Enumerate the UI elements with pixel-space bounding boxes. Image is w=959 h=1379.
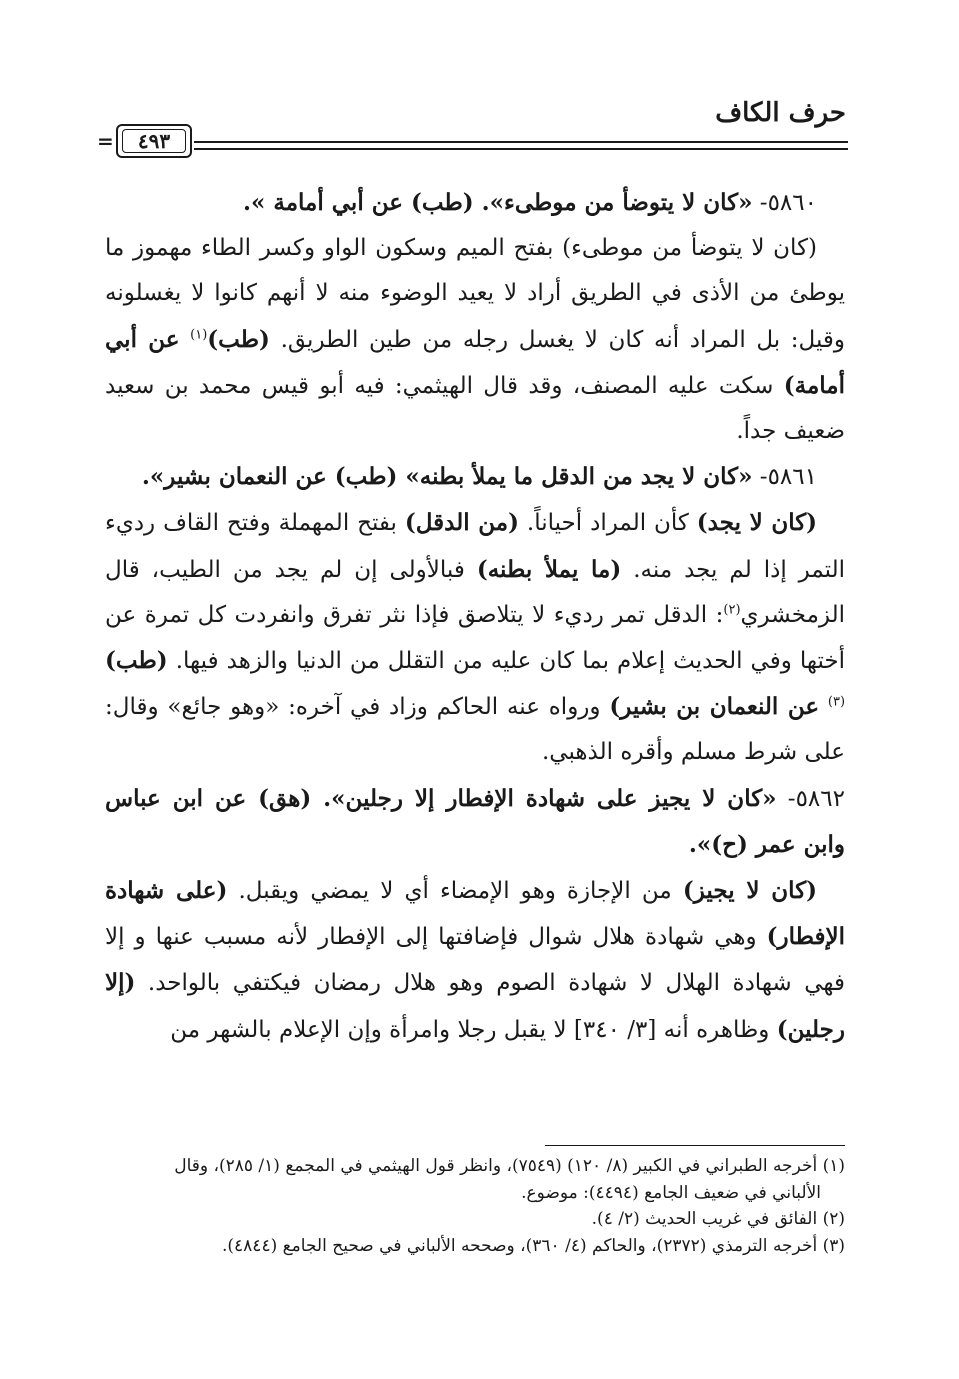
commentary-text: سكت عليه المصنف، وقد قال الهيثمي: فيه أبو قيس محمد بن سعيد ضعيف جداً.: [105, 372, 845, 445]
commentary-text: من الإجازة وهو الإمضاء أي لا يمضي ويقبل.: [238, 878, 672, 905]
footnote-1-continued: الألباني في ضعيف الجامع (٤٤٩٤): موضوع.: [521, 1182, 821, 1203]
main-text: [105, 180, 845, 1053]
commentary-text: فبالأولى إن لم يجد من الطيب، قال الزمخشري: [105, 556, 845, 628]
hadith-5862: [105, 776, 845, 868]
commentary-5861: [105, 500, 845, 775]
source-label: (طب): [105, 647, 168, 675]
footnotes: [105, 1153, 845, 1259]
page-number-mark: =: [97, 129, 114, 153]
footnote-separator: [545, 1145, 845, 1146]
commentary-text: (كان لا يتوضأ من موطىء) بفتح الميم وسكون الواو وكسر الطاء مهموز ما يوطئ من الأذى في الطريق أراد لا يعيد الوضوء منه لا أنهم كانوا لا يغسلونه وقيل: بل المراد أنه كان لا يغسل رجله من طين الطريق.: [105, 235, 846, 353]
footnote-3: (٣) أخرجه الترمذي (٢٣٧٢)، والحاكم (٤/ ٣٦٠)، وصححه الألباني في صحيح الجامع (٤٨٤٤).: [222, 1235, 845, 1256]
hadith-number: ٥٨٦١-: [759, 464, 817, 491]
footnote-2: (٢) الفائق في غريب الحديث (٢/ ٤).: [591, 1209, 845, 1229]
commentary-text: كأن المراد أحياناً.: [526, 510, 689, 537]
hadith-text: «كان لا يجد من الدقل ما يملأ بطنه» (طب) عن النعمان بشير».: [141, 463, 753, 491]
hadith-5861: [105, 454, 845, 500]
source-label: (طب): [207, 325, 270, 353]
hadith-number: ٥٨٦٠-: [759, 190, 817, 216]
footnote-ref: (٢): [723, 602, 741, 618]
quoted-term: (كان لا يجيز): [682, 877, 818, 905]
quoted-term: (إلا رجلين): [105, 969, 845, 1043]
footnote-1: (١) أخرجه الطبراني في الكبير (٨/ ١٢٠) (٧٥٤٩)، وانظر قول الهيثمي في المجمع (١/ ٢٨٥)، وقال: [174, 1156, 845, 1176]
commentary-text: وظاهره أنه [٣/ ٣٤٠] لا يقبل رجلا وامرأة وإن الإعلام بالشهر من: [170, 1016, 770, 1043]
source-narrator: عن أبي أمامة): [105, 325, 845, 399]
header-rule: [194, 141, 848, 143]
quoted-term: (على شهادة الإفطار): [105, 877, 845, 951]
page-number-frame: [116, 124, 192, 158]
source-narrator: عن النعمان بن بشير): [609, 693, 820, 721]
commentary-text: وهي شهادة هلال شوال فإضافتها إلى الإفطار لأنه مسبب عنها و إلا فهي شهادة الهلال لا شهادة الصوم وهو هلال رمضان فيكتفي بالواحد.: [105, 924, 845, 997]
hadith-5860: [105, 180, 845, 226]
footnote-ref: (١): [190, 326, 208, 342]
commentary-5862: [105, 868, 845, 1053]
quoted-term: (ما يملأ بطنه): [476, 555, 622, 583]
commentary-text: : الدقل تمر رديء لا يتلاصق فإذا نثر تفرق وانفردت كل تمرة عن أختها وفي الحديث إعلام بما كان عليه من التقلل من الدنيا والزهد فيها.: [105, 601, 846, 675]
hadith-text: «كان لا يتوضأ من موطىء». (طب) عن أبي أمامة ».: [243, 189, 753, 216]
quoted-term: (كان لا يجد): [696, 509, 818, 537]
commentary-text: ورواه عنه الحاكم وزاد في آخره: «وهو جائع» وقال: على شرط مسلم وأقره الذهبي.: [105, 694, 845, 766]
footnote-ref: (٣): [827, 694, 846, 710]
header-rule: [194, 148, 848, 150]
page-number: ٤٩٣: [122, 129, 186, 153]
hadith-text: «كان لا يجيز على شهادة الإفطار إلا رجلين». (هق) عن ابن عباس وابن عمر (ح)».: [105, 784, 845, 858]
running-head: حرف الكاف: [715, 98, 846, 128]
quoted-term: (من الدقل): [404, 509, 519, 537]
commentary-text: بفتح المهملة وفتح القاف رديء التمر إذا لم يجد منه.: [105, 510, 846, 583]
hadith-number: ٥٨٦٢-: [787, 785, 845, 812]
commentary-5860: [105, 226, 845, 454]
